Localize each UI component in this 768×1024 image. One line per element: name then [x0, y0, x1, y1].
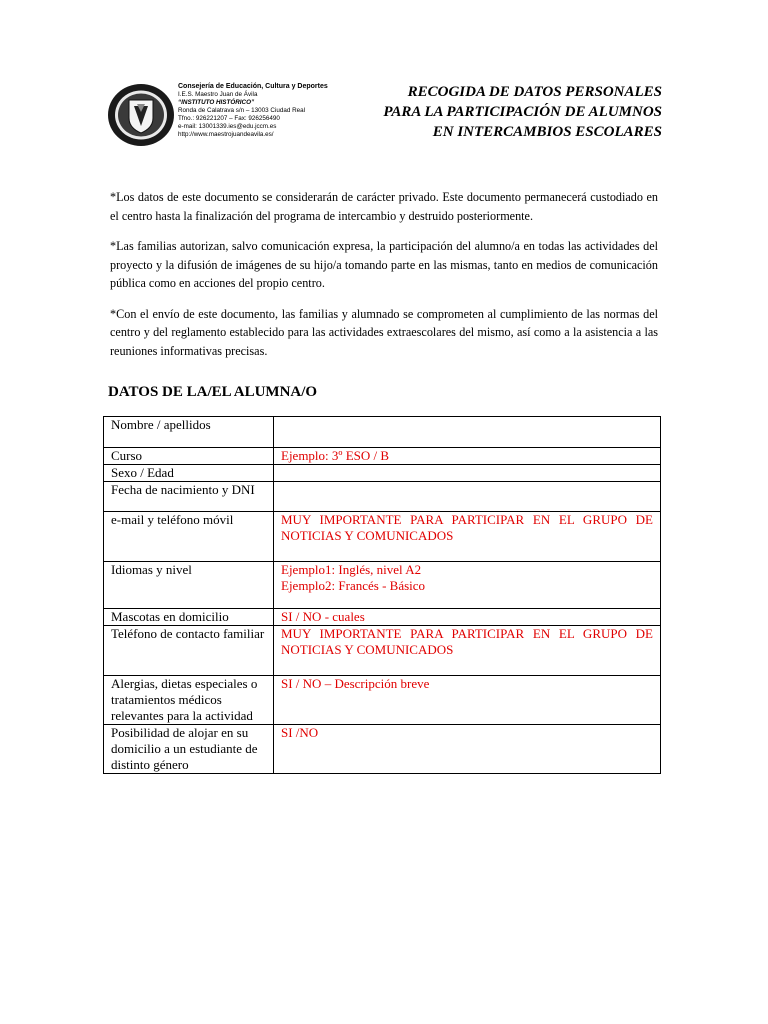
school-name: I.E.S. Maestro Juan de Ávila — [178, 91, 258, 98]
table-row — [104, 448, 661, 465]
title-line: PARA LA PARTICIPACIÓN DE ALUMNOS — [383, 104, 662, 120]
table-row — [104, 417, 661, 448]
field-value-input[interactable] — [274, 482, 661, 512]
school-info — [178, 83, 348, 139]
school-address: Ronda de Calatrava s/n – 13003 Ciudad Real — [178, 107, 306, 114]
field-label: Sexo / Edad — [104, 465, 274, 482]
note-paragraph: *Las familias autorizan, salvo comunicación expresa, la participación del alumno/a en todas las actividades del proyecto y la difusión de imágenes de su hijo/a tomando parte en las mismas, tanto en medios de comunicación pública como en acciones del propio centro. — [110, 239, 658, 290]
school-seal-logo — [106, 82, 176, 148]
table-row — [104, 512, 661, 562]
section-title: DATOS DE LA/EL ALUMNA/O — [108, 384, 318, 400]
table-row — [104, 482, 661, 512]
document-header — [106, 80, 662, 150]
school-email: e-mail: 13001339.ies@edu.jccm.es — [178, 123, 277, 130]
field-label: e-mail y teléfono móvil — [104, 512, 274, 562]
field-value-input[interactable]: Ejemplo: 3º ESO / B — [274, 448, 661, 465]
table-row — [104, 562, 661, 609]
school-department: Consejería de Educación, Cultura y Deportes — [178, 83, 328, 90]
field-value-input[interactable]: MUY IMPORTANTE PARA PARTICIPAR EN EL GRUPO DE NOTICIAS Y COMUNICADOS — [274, 512, 661, 562]
field-value-input[interactable] — [274, 417, 661, 448]
field-label: Posibilidad de alojar en su domicilio a un estudiante de distinto género — [104, 725, 274, 774]
field-value-input[interactable]: SI /NO — [274, 725, 661, 774]
field-value-input[interactable]: MUY IMPORTANTE PARA PARTICIPAR EN EL GRUPO DE NOTICIAS Y COMUNICADOS — [274, 626, 661, 676]
field-value-input[interactable] — [274, 562, 661, 609]
school-phone: Tfno.: 926221207 – Fax: 926256490 — [178, 115, 280, 122]
field-label: Nombre / apellidos — [104, 417, 274, 448]
note-paragraph: *Los datos de este documento se considerarán de carácter privado. Este documento permanecerá custodiado en el centro hasta la finalización del programa de intercambio y destruido posteriormente. — [110, 190, 658, 223]
note-paragraph: *Con el envío de este documento, las familias y alumnado se comprometen al cumplimiento de las normas del centro y del reglamento establecido para las actividades extraescolares del mismo, así como a la asistencia a las reuniones informativas precisas. — [110, 306, 658, 358]
table-row — [104, 609, 661, 626]
field-label: Mascotas en domicilio — [104, 609, 274, 626]
table-row — [104, 725, 661, 774]
field-label: Idiomas y nivel — [104, 562, 274, 609]
field-label: Teléfono de contacto familiar — [104, 626, 274, 676]
document-title — [342, 82, 662, 142]
table-row — [104, 465, 661, 482]
privacy-notes — [110, 188, 658, 372]
field-value-input[interactable]: SI / NO – Descripción breve — [274, 676, 661, 725]
student-data-table — [103, 416, 661, 774]
table-row — [104, 676, 661, 725]
field-label: Fecha de nacimiento y DNI — [104, 482, 274, 512]
language-example-1: Ejemplo1: Inglés, nivel A2 — [281, 562, 422, 577]
title-line: EN INTERCAMBIOS ESCOLARES — [432, 124, 662, 140]
title-line: RECOGIDA DE DATOS PERSONALES — [407, 84, 662, 100]
school-website: http://www.maestrojuandeavila.es/ — [178, 131, 274, 138]
field-label: Curso — [104, 448, 274, 465]
field-value-input[interactable] — [274, 465, 661, 482]
school-nickname: “INSTITUTO HISTÓRICO” — [178, 99, 255, 106]
field-label: Alergias, dietas especiales o tratamientos médicos relevantes para la actividad — [104, 676, 274, 725]
language-example-2: Ejemplo2: Francés - Básico — [281, 578, 426, 593]
table-row — [104, 626, 661, 676]
field-value-input[interactable]: SI / NO - cuales — [274, 609, 661, 626]
